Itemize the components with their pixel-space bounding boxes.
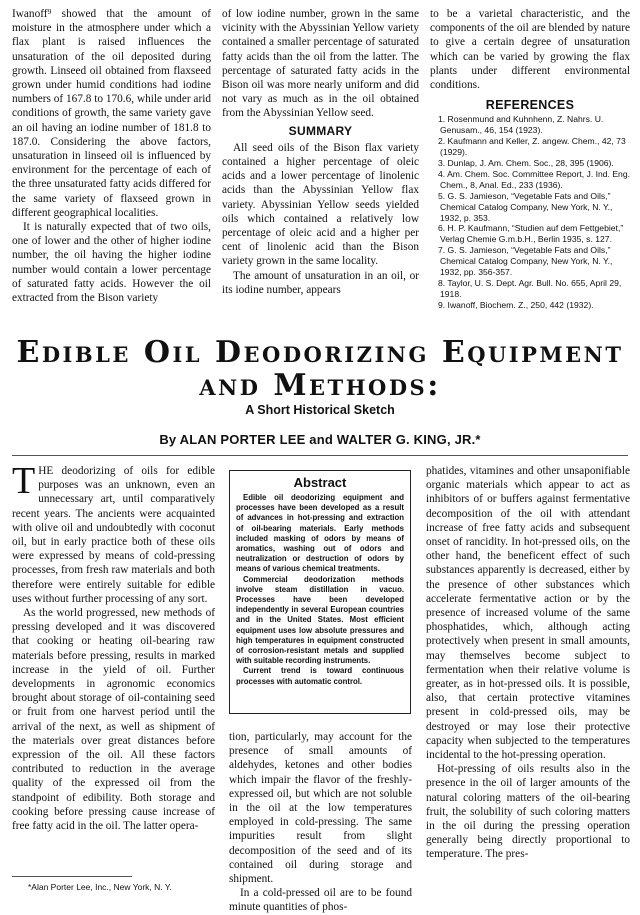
paragraph: of low iodine number, grown in the same vicinity with the Abyssinian Yellow variety contained a smaller percentage of saturated fatty acids than the oil from the latter. The percentage of saturated fatty acids in the Bison oil was more nearly uniform and did not vary as much as in the oil obtained from the Abyssinian Yellow seed. <box>222 8 419 120</box>
paragraph: Iwanoff⁹ showed that the amount of moisture in the atmosphere under which a flax plant is raised influences the unsaturation of the oil deposited during growth. Linseed oil obtained from flaxseed grown under humid conditions had iodine numbers of 167.8 to 170.6, while under arid conditions of growth, the same variety gave an oil having an iodine number of 181.8 to 187.0. Considering the above factors, unsaturation in linseed oil is influenced by environment for the percentage of each of the three unsaturated fatty acids differed for the same variety of flaxseed grown in different geographical localities. <box>12 8 211 219</box>
paragraph: Hot-pressing of oils results also in the presence in the oil of larger amounts of the natural coloring matters of the oil-bearing fruit, the solubility of such coloring matters in the oil during the pressing operation generally being directly proportional to temperature. The pres- <box>426 763 630 861</box>
summary-heading: SUMMARY <box>288 123 353 138</box>
article-title-line-1: Edible Oil Deodorizing Equipment <box>16 335 624 370</box>
reference-item: 3. Dunlap, J. Am. Chem. Soc., 28, 395 (1906). <box>438 158 614 169</box>
reference-item: 2. Kaufmann and Keller, Z. angew. Chem., 42, 73 (1929). <box>438 136 626 158</box>
abstract-box <box>229 470 411 714</box>
references-heading: REFERENCES <box>485 98 575 113</box>
abstract-paragraph: Current trend is toward continuous processes with automatic control. <box>236 666 404 686</box>
abstract-paragraph: Commercial deodorization methods involve steam distillation in vacuo. Processes have been developed independently in several European countries and in the United States. Most efficient equipment uses low absolute pressures and high temperatures in equipment constructed of corrosion-resistant metals and supplied with suitable recording instruments. <box>236 574 404 666</box>
article-column-3 <box>426 464 630 862</box>
article-column-2 <box>229 730 412 915</box>
paragraph: tion, particularly, may account for the presence of small amounts of aldehydes, ketones and other bodies which impair the flavor of the freshly-expressed oil, but which are not soluble in the oil at the low temperatures employed in cold-pressing. The same impurities result from slight decomposition of the seed and of its contained oil during storage and shipment. <box>229 731 412 886</box>
reference-item: 9. Iwanoff, Biochem. Z., 250, 442 (1932). <box>438 299 594 310</box>
top-column-3 <box>430 7 630 311</box>
paragraph: In a cold-pressed oil are to be found minute quantities of phos- <box>229 887 412 914</box>
paragraph: As the world progressed, new methods of pressing developed and it was discovered that cooking or heating oil-bearing raw materials before pressing, results in marked increase in the yield of oil. Further developments in agronomic economics brought about storage of oil-containing seed or fruit from one harvest period until the arrival of the next, as well as shipment of the materials over great distances before expression of the oil. All these factors contributed to reduction in the average quality of the expressed oil from the standpoint of edibility. Both storage and cooking before pressing cause increase of free fatty acid in the oil. The latter opera- <box>12 607 215 833</box>
footnote: *Alan Porter Lee, Inc., New York, N. Y. <box>28 882 172 892</box>
paragraph: It is naturally expected that of two oils, one of lower and the other of higher iodine number, the oil having the higher iodine number would contain a lower percentage of saturated fatty acids. However the oil extracted from the Bison variety <box>12 221 211 305</box>
reference-item: 4. Am. Chem. Soc. Committee Report, J. Ind. Eng. Chem., 8, Anal. Ed., 233 (1936). <box>438 168 631 190</box>
paragraph <box>12 460 215 606</box>
article-subtitle: A Short Historical Sketch <box>245 403 395 417</box>
paragraph: All seed oils of the Bison flax variety contained a higher percentage of oleic acids and a lower percentage of linolenic acids than the Abyssinian Yellow flax variety. Abyssinian Yellow seeds yielded oils which contained a relatively low percentage of oleic acid and a higher per cent of linolenic acid than the Bison variety grown in the same locality. <box>222 141 419 268</box>
abstract-title: Abstract <box>293 475 347 490</box>
paragraph: to be a varietal characteristic, and the components of the oil are blended by nature to give a certain degree of unsaturation which can be varied by growing the flax plants under different environmental conditions. <box>430 8 630 92</box>
abstract-paragraph: Edible oil deodorizing equipment and processes have been developed as a result of advances in hot-pressing and extraction of oil-bearing materials. Early methods included masking of odors by means of aromatics, washing out of odors and neutralization or destruction of odors by means of various chemical treatments. <box>236 493 404 574</box>
paragraph: phatides, vitamines and other unsaponifiable organic materials which appear to act as inhibitors of or buffers against fermentative decomposition of the oil with attendant increase of free fatty acids and subsequent onset of rancidity. In hot-pressed oils, on the other hand, the beneficent effect of such substances apparently is decreased, either by the presence of other substances which accelerate fermentative action or by the presence of increased volume of the same phosphatides, which, although acting protectively when present in small amounts, may themselves become subject to fermentation when their relative volume is greater, as in hot-pressed oils. It is possible, also, that certain protective vitamines present in cold-pressed oils, may be destroyed or may lose their protective capacity when subjected to the temperatures incidental to the hot-pressing operation. <box>426 465 630 762</box>
reference-item: 1. Rosenmund and Kuhnhenn, Z. Nahrs. U. Genusam., 46, 154 (1923). <box>438 114 604 136</box>
references-list <box>430 114 630 310</box>
drop-cap: T <box>12 460 36 502</box>
article-title-line-2: and Methods: <box>199 368 441 403</box>
reference-item: 7. G. S. Jamieson, “Vegetable Fats and Oils,” Chemical Catalog Company, New York, N. Y., 1932, pp. 356-357. <box>438 245 613 278</box>
top-column-2 <box>222 7 419 297</box>
paragraph-text: HE deodorizing of oils for edible purposes was an unknown, even an unnecessary art, until comparatively recent years. The ancients were acquainted with olive oil and undoubtedly with coconut oil, but in early practice both of these oils were expressed by means of cold-pressing processes, from fresh raw materials and both therefore were entirely suitable for edible uses without further processing of any sort. <box>12 465 215 605</box>
reference-item: 5. G. S. Jamieson, “Vegetable Fats and Oils,” Chemical Catalog Company, New York, N. Y., 1932, p. 353. <box>438 190 613 223</box>
article-column-1 <box>12 460 215 833</box>
article-byline: By ALAN PORTER LEE and WALTER G. KING, JR.* <box>159 432 481 447</box>
footnote-rule <box>12 876 132 877</box>
divider <box>12 455 628 456</box>
paragraph: The amount of unsaturation in an oil, or its iodine number, appears <box>222 269 419 296</box>
top-column-1 <box>12 7 211 305</box>
reference-item: 8. Taylor, U. S. Dept. Agr. Bull. No. 655, April 29, 1918. <box>438 278 622 299</box>
reference-item: 6. H. P. Kaufmann, “Studien auf dem Fettgebiet,” Verlag Chemie G.m.b.H., Berlin 1935, s. 127. <box>438 223 624 245</box>
